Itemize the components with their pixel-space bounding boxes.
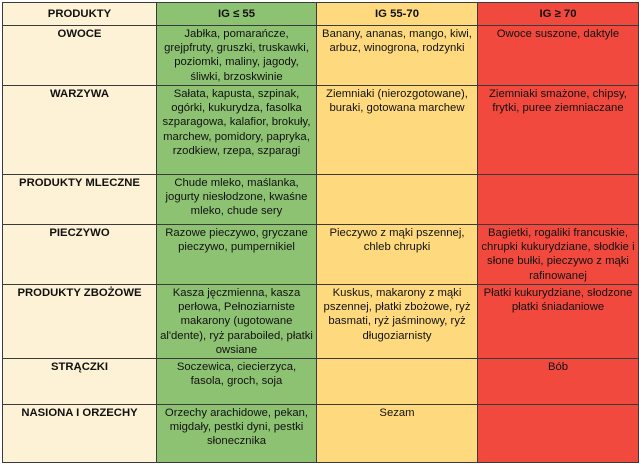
cell-low: Chude mleko, maślanka, jogurty niesłodzone, kwaśne mleko, chude sery [157, 175, 317, 225]
category-dairy: PRODUKTY MLECZNE [3, 175, 157, 225]
glycemic-index-table [2, 2, 639, 463]
table-row [3, 26, 639, 86]
cell-mid [317, 175, 478, 225]
cell-low: Razowe pieczywo, gryczane pieczywo, pumpernikiel [157, 225, 317, 285]
cell-mid: Ziemniaki (nierozgotowane), buraki, gotowana marchew [317, 86, 478, 175]
category-legumes: STRĄCZKI [3, 359, 157, 405]
table-row [3, 285, 639, 359]
cell-mid: Kuskus, makarony z mąki pszennej, płatki zbożowe, ryż basmati, ryż jaśminowy, ryż długoziarnisty [317, 285, 478, 359]
table-row [3, 359, 639, 405]
header-products: PRODUKTY [3, 3, 157, 26]
table-row [3, 405, 639, 463]
cell-high [478, 405, 639, 463]
category-grains: PRODUKTY ZBOŻOWE [3, 285, 157, 359]
cell-low: Orzechy arachidowe, pekan, migdały, pestki dyni, pestki słonecznika [157, 405, 317, 463]
header-ig-high: IG ≥ 70 [478, 3, 639, 26]
cell-low: Soczewica, ciecierzyca, fasola, groch, soja [157, 359, 317, 405]
header-ig-mid: IG 55-70 [317, 3, 478, 26]
cell-low: Kasza jęczmienna, kasza perłowa, Pełnoziarniste makarony (ugotowane al'dente), ryż paraboiled, płatki owsiane [157, 285, 317, 359]
cell-mid [317, 359, 478, 405]
category-vegetables: WARZYWA [3, 86, 157, 175]
cell-mid: Banany, ananas, mango, kiwi, arbuz, winogrona, rodzynki [317, 26, 478, 86]
table-row [3, 175, 639, 225]
cell-low: Jabłka, pomarańcze, grejpfruty, gruszki, truskawki, poziomki, maliny, jagody, śliwki, brzoskwinie [157, 26, 317, 86]
table-row [3, 225, 639, 285]
category-bread: PIECZYWO [3, 225, 157, 285]
table-row [3, 86, 639, 175]
cell-high: Bagietki, rogaliki francuskie, chrupki kukurydziane, słodkie i słone bułki, pieczywo z mąki rafinowanej [478, 225, 639, 285]
cell-mid: Pieczywo z mąki pszennej, chleb chrupki [317, 225, 478, 285]
cell-high: Bób [478, 359, 639, 405]
header-row [3, 3, 639, 26]
cell-high: Płatki kukurydziane, słodzone płatki śniadaniowe [478, 285, 639, 359]
cell-high [478, 175, 639, 225]
category-seeds-nuts: NASIONA I ORZECHY [3, 405, 157, 463]
cell-high: Ziemniaki smażone, chipsy, frytki, puree ziemniaczane [478, 86, 639, 175]
header-ig-low: IG ≤ 55 [157, 3, 317, 26]
cell-low: Sałata, kapusta, szpinak, ogórki, kukurydza, fasolka szparagowa, kalafior, brokuły, marchew, pomidory, papryka, rzodkiew, rzepa, szparagi [157, 86, 317, 175]
cell-high: Owoce suszone, daktyle [478, 26, 639, 86]
cell-mid: Sezam [317, 405, 478, 463]
category-fruits: OWOCE [3, 26, 157, 86]
